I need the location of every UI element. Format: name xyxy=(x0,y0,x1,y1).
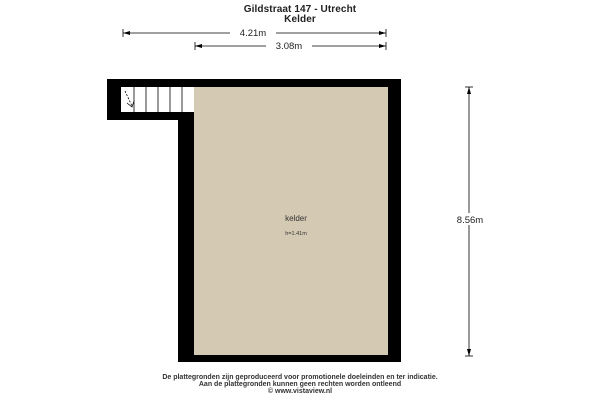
copyright-line: © www.vistaview.nl xyxy=(267,388,333,395)
disclaimer-line-1: De plattegronden zijn geproduceerd voor promotionele doeleinden en ter indicatie. xyxy=(162,374,438,381)
dimension-room-width xyxy=(195,39,386,52)
room-ceiling-height: h=1.41m xyxy=(285,231,307,237)
disclaimer-line-2: Aan de plattegronden kunnen geen rechten worden ontleend xyxy=(198,381,402,388)
dimension-height-label: 8.56m xyxy=(456,215,484,226)
plan-title-address: Gildstraat 147 - Utrecht xyxy=(243,4,357,15)
plan-title-level: Kelder xyxy=(284,14,316,25)
dimension-height xyxy=(450,87,490,356)
dimension-total-width-label: 4.21m xyxy=(239,28,267,39)
dimension-total-width xyxy=(123,26,386,39)
dimension-room-width-label: 3.08m xyxy=(275,41,303,52)
stair-area xyxy=(121,87,194,112)
room-name: kelder xyxy=(285,214,307,223)
